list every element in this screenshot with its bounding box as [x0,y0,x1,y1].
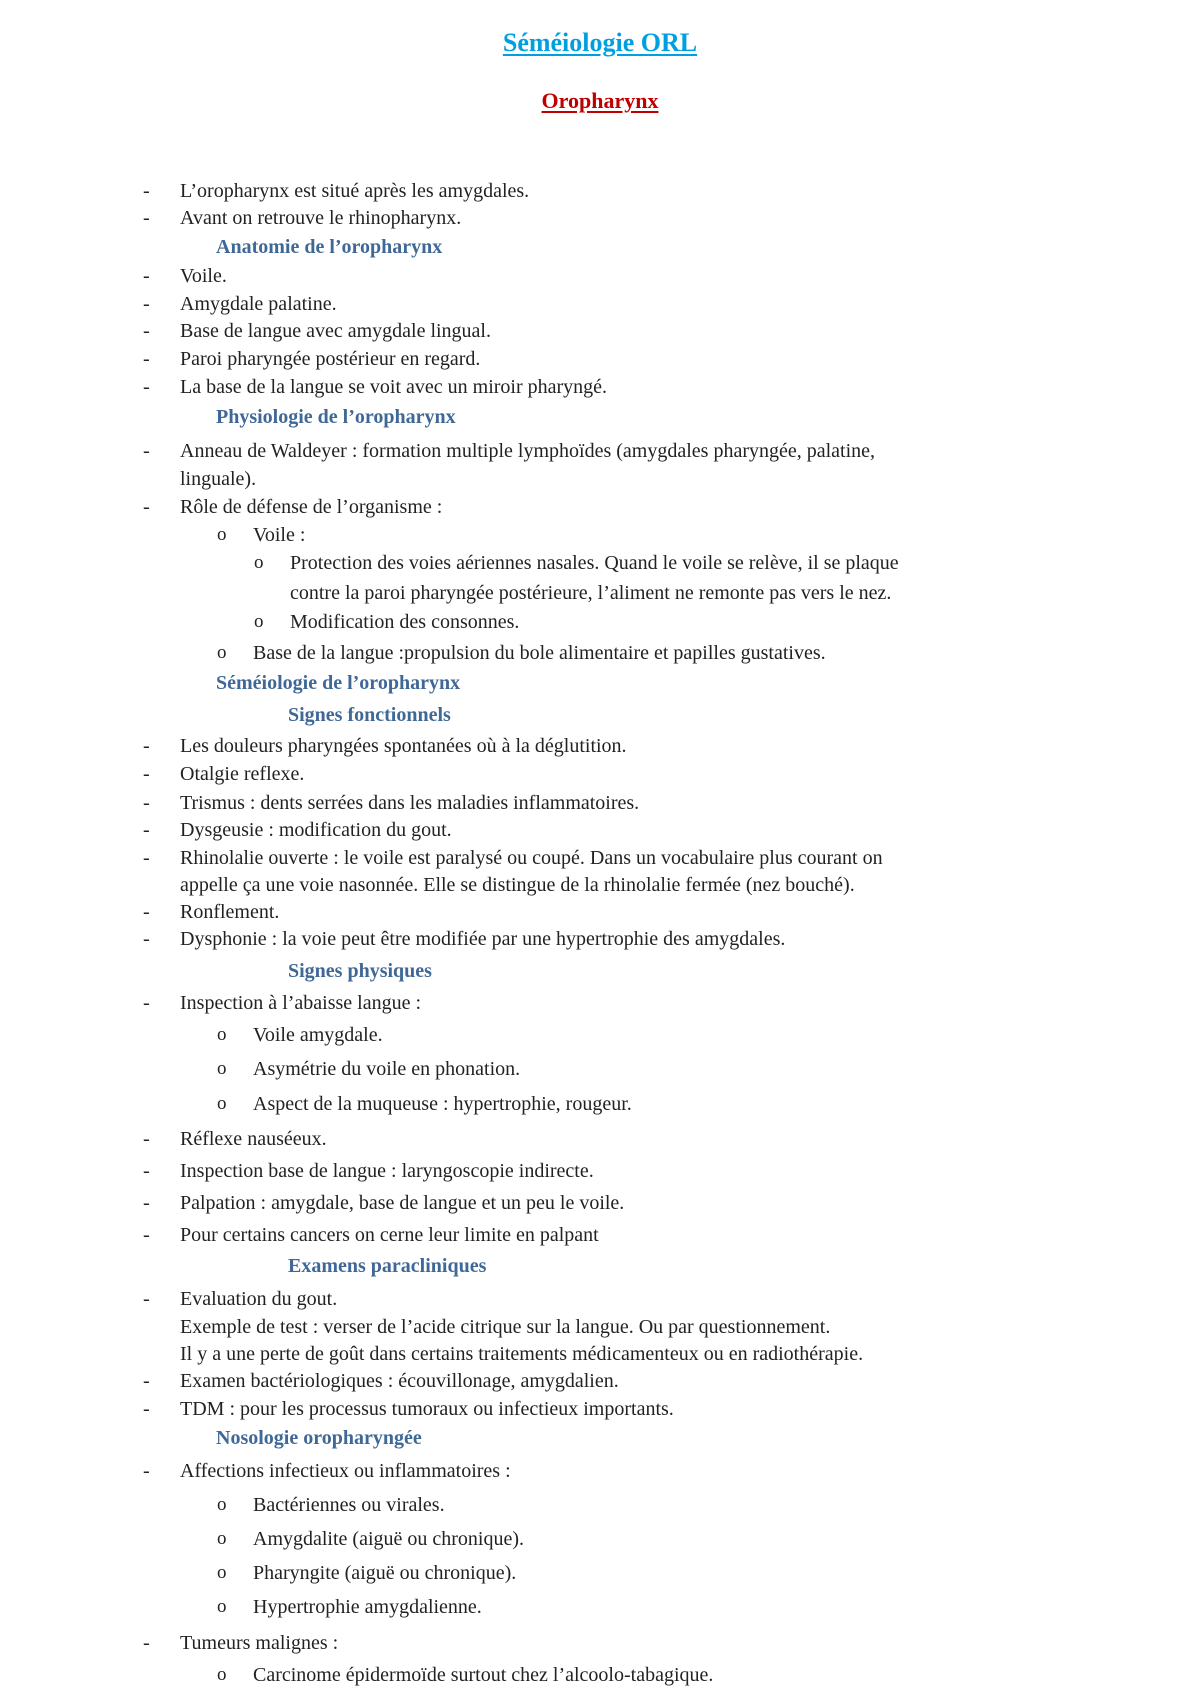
list-item-text: Avant on retrouve le rhinopharynx. [180,207,462,229]
dash-bullet: - [143,348,150,370]
section-heading-anatomie: Anatomie de l’oropharynx [216,236,443,258]
dash-bullet: - [143,792,150,814]
list-item-text: Examen bactériologiques : écouvillonage, amygdalien. [180,1370,619,1392]
dash-bullet: - [143,1632,150,1654]
sub-sub-list-item-text: Protection des voies aériennes nasales. Quand le voile se relève, il se plaque [290,552,899,574]
list-item-text: L’oropharynx est situé après les amygdales. [180,180,530,202]
dash-bullet: - [143,992,150,1014]
sub-list-item-text: Amygdalite (aiguë ou chronique). [253,1528,525,1550]
sub-sub-list-item-text: contre la paroi pharyngée postérieure, l’aliment ne remonte pas vers le nez. [290,582,892,604]
list-item-text: Exemple de test : verser de l’acide citrique sur la langue. Ou par questionnement. [180,1316,831,1338]
list-item-text: appelle ça une voie nasonnée. Elle se distingue de la rhinolalie fermée (nez bouché). [180,874,855,896]
dash-bullet: - [143,440,150,462]
list-item-text: Inspection à l’abaisse langue : [180,992,422,1014]
circle-bullet-icon: o [217,524,227,545]
list-item-text: TDM : pour les processus tumoraux ou infectieux importants. [180,1398,674,1420]
sub-sub-list-item-text: Modification des consonnes. [290,611,520,633]
dash-bullet: - [143,180,150,202]
list-item-text: Rôle de défense de l’organisme : [180,496,443,518]
section-heading-nosologie: Nosologie oropharyngée [216,1427,422,1449]
circle-bullet-icon: o [217,1664,227,1685]
list-item-text: linguale). [180,468,257,490]
section-heading-semeiologie: Séméiologie de l’oropharynx [216,672,461,694]
dash-bullet: - [143,847,150,869]
list-item-text: Ronflement. [180,901,280,923]
dash-bullet: - [143,1128,150,1150]
dash-bullet: - [143,1160,150,1182]
dash-bullet: - [143,376,150,398]
list-item-text: Dysphonie : la voie peut être modifiée par une hypertrophie des amygdales. [180,928,786,950]
sub-list-item-text: Voile amygdale. [253,1024,383,1046]
list-item-text: Les douleurs pharyngées spontanées où à la déglutition. [180,735,627,757]
list-item-text: Paroi pharyngée postérieur en regard. [180,348,481,370]
dash-bullet: - [143,901,150,923]
sub-list-item-text: Hypertrophie amygdalienne. [253,1596,482,1618]
dash-bullet: - [143,265,150,287]
list-item-text: Voile. [180,265,227,287]
dash-bullet: - [143,1288,150,1310]
list-item-text: Tumeurs malignes : [180,1632,339,1654]
list-item-text: Réflexe nauséeux. [180,1128,327,1150]
document-title: Séméiologie ORL [502,28,698,57]
circle-bullet-icon: o [217,1596,227,1617]
circle-bullet-icon: o [254,552,264,573]
dash-bullet: - [143,496,150,518]
list-item-text: Il y a une perte de goût dans certains traitements médicamenteux ou en radiothérapie. [180,1343,864,1365]
circle-bullet-icon: o [217,1093,227,1114]
sub-list-item-text: Base de la langue :propulsion du bole alimentaire et papilles gustatives. [253,642,826,664]
list-item-text: Otalgie reflexe. [180,763,305,785]
sub-list-item-text: Carcinome épidermoïde surtout chez l’alcoolo-tabagique. [253,1664,714,1686]
circle-bullet-icon: o [217,642,227,663]
sub-list-item-text: Aspect de la muqueuse : hypertrophie, rougeur. [253,1093,632,1115]
dash-bullet: - [143,763,150,785]
dash-bullet: - [143,1460,150,1482]
dash-bullet: - [143,1370,150,1392]
dash-bullet: - [143,293,150,315]
list-item-text: Dysgeusie : modification du gout. [180,819,452,841]
list-item-text: Anneau de Waldeyer : formation multiple lymphoïdes (amygdales pharyngée, palatine, [180,440,876,462]
dash-bullet: - [143,207,150,229]
dash-bullet: - [143,1398,150,1420]
sub-list-item-text: Asymétrie du voile en phonation. [253,1058,521,1080]
list-item-text: Inspection base de langue : laryngoscopie indirecte. [180,1160,594,1182]
list-item-text: Palpation : amygdale, base de langue et un peu le voile. [180,1192,625,1214]
sub-list-item-text: Pharyngite (aiguë ou chronique). [253,1562,517,1584]
list-item-text: Evaluation du gout. [180,1288,338,1310]
subsection-heading-signes-physiques: Signes physiques [288,960,432,982]
sub-list-item-text: Bactériennes ou virales. [253,1494,445,1516]
circle-bullet-icon: o [254,611,264,632]
list-item-text: Pour certains cancers on cerne leur limite en palpant [180,1224,599,1246]
circle-bullet-icon: o [217,1562,227,1583]
list-item-text: Affections infectieux ou inflammatoires : [180,1460,511,1482]
dash-bullet: - [143,735,150,757]
dash-bullet: - [143,320,150,342]
section-heading-physiologie: Physiologie de l’oropharynx [216,406,456,428]
list-item-text: Amygdale palatine. [180,293,337,315]
dash-bullet: - [143,1192,150,1214]
subsection-heading-signes-fonctionnels: Signes fonctionnels [288,704,451,726]
dash-bullet: - [143,928,150,950]
circle-bullet-icon: o [217,1058,227,1079]
list-item-text: Rhinolalie ouverte : le voile est paralysé ou coupé. Dans un vocabulaire plus courant on [180,847,883,869]
sub-list-item-text: Voile : [253,524,306,546]
list-item-text: Base de langue avec amygdale lingual. [180,320,491,342]
dash-bullet: - [143,819,150,841]
circle-bullet-icon: o [217,1494,227,1515]
list-item-text: La base de la langue se voit avec un miroir pharyngé. [180,376,608,398]
dash-bullet: - [143,1224,150,1246]
circle-bullet-icon: o [217,1528,227,1549]
document-subtitle: Oropharynx [541,88,659,113]
list-item-text: Trismus : dents serrées dans les maladies inflammatoires. [180,792,640,814]
subsection-heading-examens: Examens paracliniques [288,1255,487,1277]
circle-bullet-icon: o [217,1024,227,1045]
